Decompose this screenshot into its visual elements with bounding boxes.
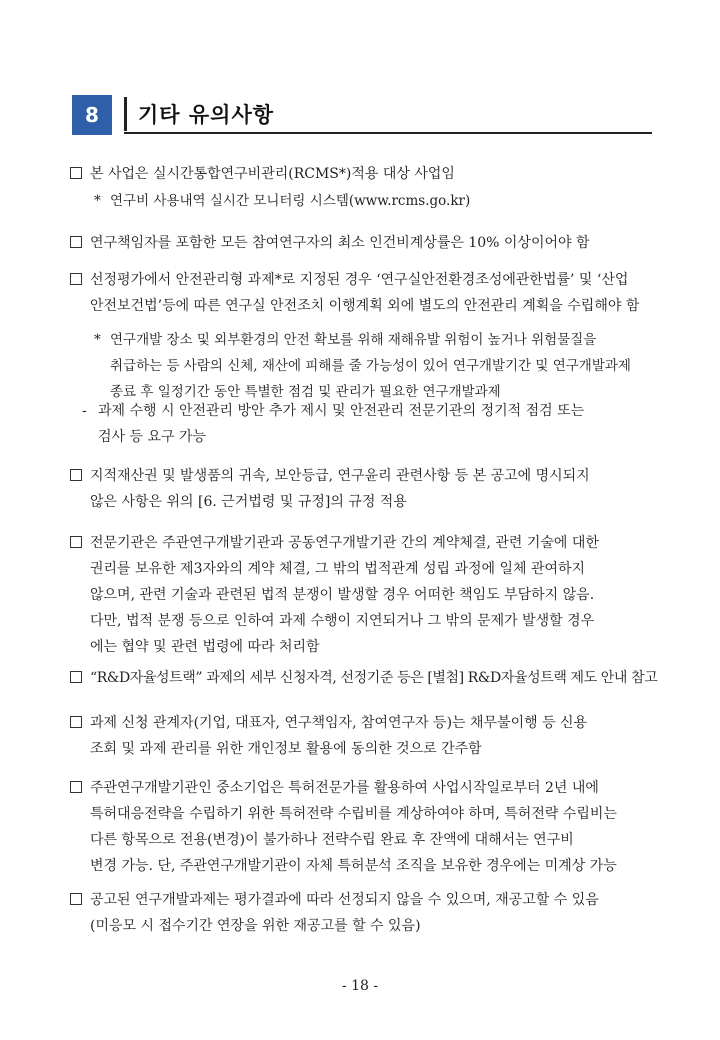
list-item: [70, 463, 660, 515]
item-text: 않은 사항은 위의 [6. 근거법령 및 규정]의 규정 적용: [90, 494, 407, 510]
sub-item-text: 과제 수행 시 안전관리 방안 추가 제시 및 안전관리 전문기관의 정기적 점검 또는: [98, 403, 585, 419]
item-text: 에는 협약 및 관련 법령에 따라 처리함: [90, 639, 320, 655]
item-text: 선정평가에서 안전관리형 과제*로 지정된 경우 ‘연구실안전환경조성에관한법률’ 및 ‘산업: [90, 272, 629, 288]
checkbox-square-icon: [70, 273, 82, 285]
section-title: 기타 유의사항: [138, 103, 275, 127]
item-text: 다른 항목으로 전용(변경)이 불가하나 전략수립 완료 후 잔액에 대해서는 연구비: [90, 832, 574, 848]
asterisk-mark: *: [94, 332, 101, 348]
item-text: 권리를 보유한 제3자와의 계약 체결, 그 밖의 법적관계 성립 과정에 일체 관여하지: [90, 561, 586, 577]
item-text: 지적재산권 및 발생품의 귀속, 보안등급, 연구윤리 관련사항 등 본 공고에 명시되지: [90, 468, 590, 484]
item-text: 특허대응전략을 수립하기 위한 특허전략 수립비를 계상하여야 하며, 특허전략 수립비는: [90, 806, 617, 822]
item-text: 안전보건법’등에 따른 연구실 안전조치 이행계획 외에 별도의 안전관리 계획을 수립해야 함: [90, 298, 640, 314]
item-text: 전문기관은 주관연구개발기관과 공동연구개발기관 간의 계약체결, 관련 기술에 대한: [90, 535, 599, 551]
checkbox-square-icon: [70, 167, 82, 179]
checkbox-square-icon: [70, 781, 82, 793]
footnote-safety: [94, 327, 631, 405]
checkbox-square-icon: [70, 716, 82, 728]
item-text: 조회 및 과제 관리를 위한 개인정보 활용에 동의한 것으로 간주함: [90, 741, 482, 757]
checkbox-square-icon: [70, 671, 82, 683]
item-text: 주관연구개발기관인 중소기업은 특허전문가를 활용하여 사업시작일로부터 2년 내에: [90, 780, 599, 796]
checkbox-square-icon: [70, 893, 82, 905]
list-item: [70, 267, 660, 319]
item-text: 변경 가능. 단, 주관연구개발기관이 자체 특허분석 조직을 보유한 경우에는 미계상 가능: [90, 858, 617, 874]
page-number: - 18 -: [341, 978, 379, 994]
checkbox-square-icon: [70, 236, 82, 248]
list-item: [70, 887, 660, 939]
item-text: 연구책임자를 포함한 모든 참여연구자의 최소 인건비계상률은 10% 이상이어야 함: [90, 235, 590, 251]
title-bar-divider: [124, 97, 127, 131]
footnote-text: 연구비 사용내역 실시간 모니터링 시스템(www.rcms.go.kr): [110, 193, 471, 209]
footnote-rcms: [94, 188, 470, 214]
sub-item-dash: [82, 398, 584, 450]
list-item: [70, 710, 660, 762]
list-item: [70, 665, 660, 691]
asterisk-mark: *: [94, 193, 101, 209]
item-text: 과제 신청 관계자(기업, 대표자, 연구책임자, 참여연구자 등)는 채무불이행 등 신용: [90, 715, 588, 731]
footnote-text: 종료 후 일정기간 동안 특별한 점검 및 관리가 필요한 연구개발과제: [110, 384, 501, 400]
item-text: 않으며, 관련 기술과 관련된 법적 분쟁이 발생할 경우 어떠한 책임도 부담하지 않음.: [90, 587, 595, 603]
item-text: 공고된 연구개발과제는 평가결과에 따라 선정되지 않을 수 있으며, 재공고할 수 있음: [90, 892, 599, 908]
dash-mark: -: [82, 403, 87, 419]
section-header: [72, 95, 652, 135]
item-text: (미응모 시 접수기간 연장을 위한 재공고를 할 수 있음): [90, 918, 421, 934]
list-item: [70, 775, 660, 879]
list-item: [70, 161, 660, 187]
item-text: 본 사업은 실시간통합연구비관리(RCMS*)적용 대상 사업임: [90, 166, 455, 182]
checkbox-square-icon: [70, 536, 82, 548]
title-underline: [124, 132, 652, 134]
item-text: 다만, 법적 분쟁 등으로 인하여 과제 수행이 지연되거나 그 밖의 문제가 발생할 경우: [90, 613, 595, 629]
item-text: “R&D자율성트랙” 과제의 세부 신청자격, 선정기준 등은 [별첨] R&D자율성트랙 제도 안내 참고: [90, 670, 658, 686]
sub-item-text: 검사 등 요구 가능: [98, 429, 207, 445]
list-item: [70, 230, 660, 256]
section-number-badge: 8: [72, 95, 112, 135]
footnote-text: 연구개발 장소 및 외부환경의 안전 확보를 위해 재해유발 위험이 높거나 위험물질을: [110, 332, 597, 348]
checkbox-square-icon: [70, 469, 82, 481]
list-item: [70, 530, 660, 660]
footnote-text: 취급하는 등 사람의 신체, 재산에 피해를 줄 가능성이 있어 연구개발기간 및 연구개발과제: [110, 358, 631, 374]
